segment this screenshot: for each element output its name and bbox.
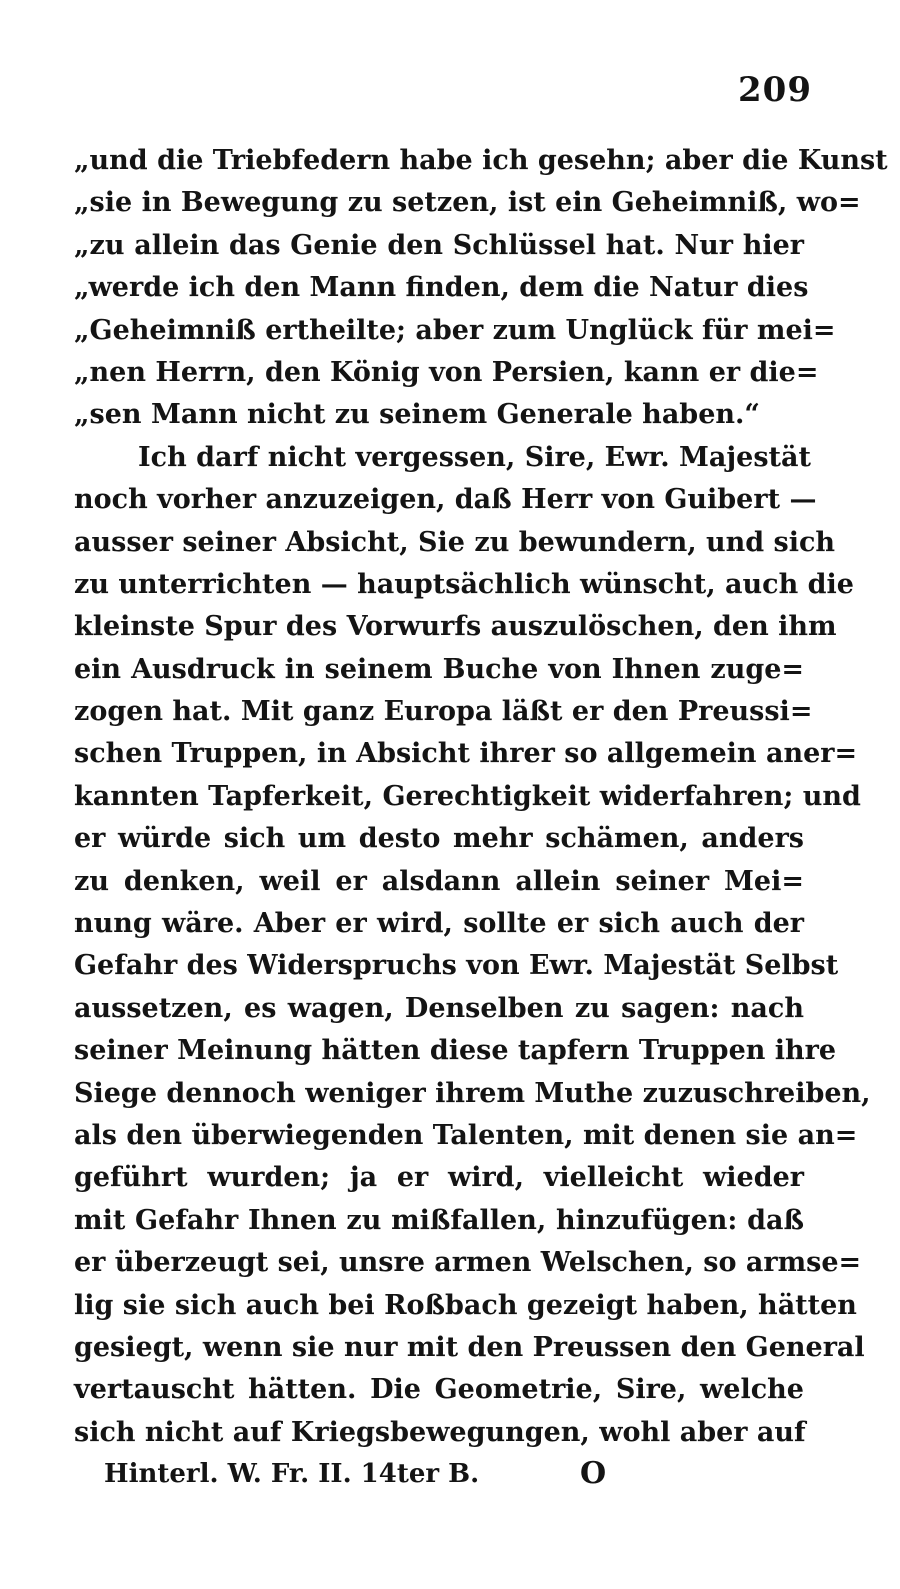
text-line: „sen Mann nicht zu seinem Generale haben.“: [74, 399, 760, 431]
text-line: „nen Herrn, den König von Persien, kann er die=: [74, 356, 819, 388]
text-line: „Geheimniß ertheilte; aber zum Unglück für mei=: [74, 314, 836, 346]
signature-reference: Hinterl. W. Fr. II. 14ter B.: [104, 1459, 480, 1489]
text-line: zu denken, weil er alsdann allein seiner Mei=: [74, 865, 804, 897]
paragraph-start-line: Ich darf nicht vergessen, Sire, Ewr. Majestät: [138, 441, 811, 473]
text-line: schen Truppen, in Absicht ihrer so allgemein aner=: [74, 738, 858, 770]
text-line: Gefahr des Widerspruchs von Ewr. Majestät Selbst: [74, 950, 839, 982]
text-line: nung wäre. Aber er wird, sollte er sich auch der: [74, 908, 804, 940]
text-line: er überzeugt sei, unsre armen Welschen, so armse=: [74, 1247, 862, 1279]
text-line: lig sie sich auch bei Roßbach gezeigt haben, hätten: [74, 1289, 857, 1321]
text-line: als den überwiegenden Talenten, mit denen sie an=: [74, 1119, 858, 1151]
sheet-signature-mark: O: [580, 1456, 607, 1491]
text-line: vertauscht hätten. Die Geometrie, Sire, welche: [74, 1374, 804, 1406]
text-line: „zu allein das Genie den Schlüssel hat. Nur hier: [74, 229, 804, 261]
text-line: Siege dennoch weniger ihrem Muthe zuzuschreiben,: [74, 1077, 871, 1109]
text-line: zu unterrichten — hauptsächlich wünscht, auch die: [74, 568, 854, 600]
text-line: er würde sich um desto mehr schämen, anders: [74, 823, 804, 855]
text-line: geführt wurden; ja er wird, vielleicht wieder: [74, 1162, 804, 1194]
text-line: zogen hat. Mit ganz Europa läßt er den Preussi=: [74, 696, 813, 728]
text-line: kleinste Spur des Vorwurfs auszulöschen, den ihm: [74, 611, 837, 643]
text-line: „und die Triebfedern habe ich gesehn; aber die Kunst: [74, 145, 888, 176]
text-line: kannten Tapferkeit, Gerechtigkeit widerfahren; und: [74, 780, 861, 812]
text-line: seiner Meinung hätten diese tapfern Truppen ihre: [74, 1035, 837, 1067]
body-text: [74, 140, 888, 1454]
text-line: mit Gefahr Ihnen zu mißfallen, hinzufügen: daß: [74, 1204, 804, 1236]
text-line: gesiegt, wenn sie nur mit den Preussen den General: [74, 1331, 865, 1363]
text-line: ein Ausdruck in seinem Buche von Ihnen zuge=: [74, 653, 804, 685]
page-number: 209: [738, 70, 812, 110]
text-line: „sie in Bewegung zu setzen, ist ein Geheimniß, wo=: [74, 187, 861, 219]
text-line: sich nicht auf Kriegsbewegungen, wohl aber auf: [74, 1416, 806, 1448]
text-line: aussetzen, es wagen, Denselben zu sagen: nach: [74, 992, 804, 1024]
text-line: „werde ich den Mann finden, dem die Natur dies: [74, 272, 809, 304]
page-footer: [104, 1452, 624, 1496]
text-line: noch vorher anzuzeigen, daß Herr von Guibert —: [74, 484, 817, 516]
text-line: ausser seiner Absicht, Sie zu bewundern, und sich: [74, 526, 836, 558]
